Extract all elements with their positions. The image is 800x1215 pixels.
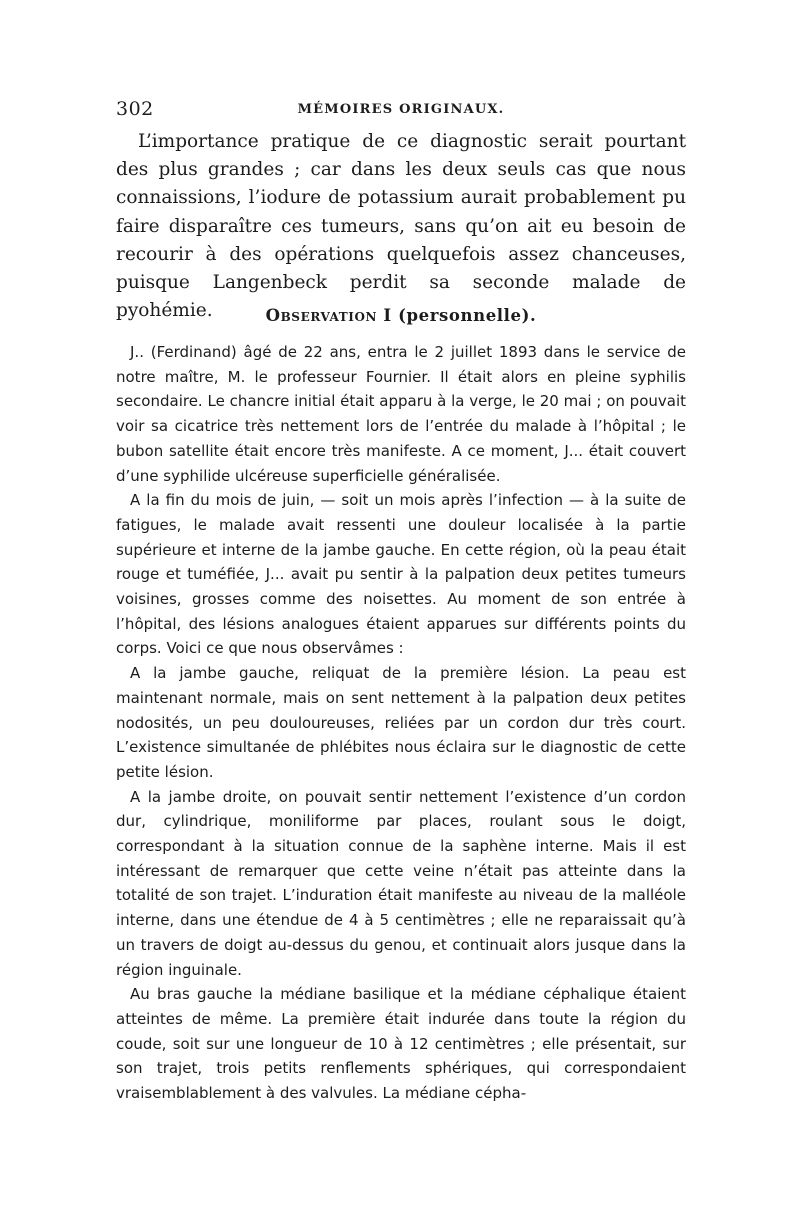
page-number: 302 <box>116 98 154 120</box>
running-title: MÉMOIRES ORIGINAUX. <box>297 102 505 117</box>
observation-heading-smallcaps: Observation <box>265 306 378 325</box>
observation-heading-rest: I (personnelle). <box>377 306 537 325</box>
observation-paragraph-1: J.. (Ferdinand) âgé de 22 ans, entra le 2 juillet 1893 dans le service de notre maître, M. le professeur Fournier. Il était alors en pleine syphilis secondaire. Le chancre initial était apparu à la verge, le 20 mai ; on pouvait voir sa cicatrice très nettement lors de l’entrée du malade à l’hôpital ; le bubon satellite était encore très manifeste. A ce moment, J... était couvert d’une syphilide ulcéreuse superficielle généralisée. <box>116 343 686 485</box>
observation-heading <box>116 306 686 325</box>
observation-paragraph-3: A la jambe gauche, reliquat de la première lésion. La peau est maintenant normale, mais on sent nettement à la palpation deux petites nodosités, un peu douloureuses, reliées par un cordon dur très court. L’existence simultanée de phlébites nous éclaira sur le diagnostic de cette petite lésion. <box>116 664 686 781</box>
observation-body <box>116 340 686 1106</box>
intro-paragraph: L’importance pratique de ce diagnostic serait pourtant des plus grandes ; car dans les deux seuls cas que nous connaissions, l’iodure de potassium aurait probablement pu faire disparaître ces tumeurs, sans qu’on ait eu besoin de recourir à des opérations quelquefois assez chanceuses, puisque Langenbeck perdit sa seconde malade de pyohémie. <box>116 131 686 322</box>
observation-paragraph-4: A la jambe droite, on pouvait sentir nettement l’existence d’un cordon dur, cylindrique, moniliforme par places, roulant sous le doigt, correspondant à la situation connue de la saphène interne. Mais il est intéressant de remarquer que cette veine n’était pas atteinte dans la totalité de son trajet. L’induration était manifeste au niveau de la malléole interne, dans une étendue de 4 à 5 centimètres ; elle ne reparaissait qu’à un travers de doigt au-dessus du genou, et continuait alors jusque dans la région inguinale. <box>116 787 686 979</box>
observation-paragraph-2: A la fin du mois de juin, — soit un mois après l’infection — à la suite de fatigues, le malade avait ressenti une douleur localisée à la partie supérieure et interne de la jambe gauche. En cette région, où la peau était rouge et tuméfiée, J... avait pu sentir à la palpation deux petites tumeurs voisines, grosses comme des noisettes. Au moment de son entrée à l’hôpital, des lésions analogues étaient apparues sur différents points du corps. Voici ce que nous observâmes : <box>116 491 686 658</box>
observation-paragraph-5: Au bras gauche la médiane basilique et la médiane céphalique étaient atteintes de même. La première était indurée dans toute la région du coude, soit sur une longueur de 10 à 12 centimètres ; elle présentait, sur son trajet, trois petits renflements sphériques, qui correspondaient vraisemblablement à des valvules. La médiane cépha- <box>116 985 686 1103</box>
page-header <box>116 98 686 122</box>
